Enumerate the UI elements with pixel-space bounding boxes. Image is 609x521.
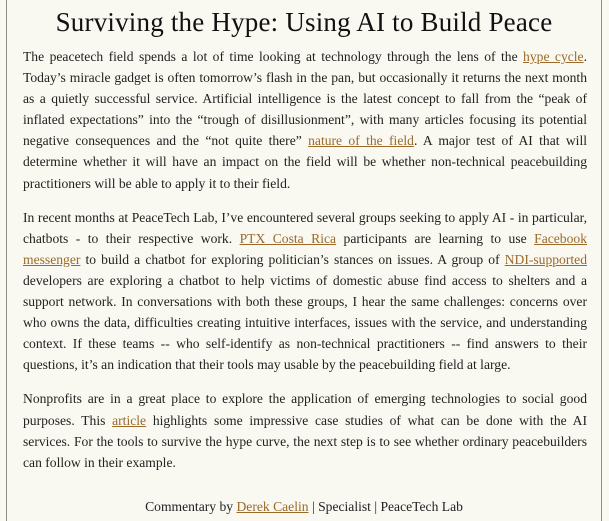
paragraph-2 [23, 207, 587, 376]
paragraph-2-text-2: participants are learning to use [336, 230, 535, 246]
nature-of-the-field-link[interactable]: nature of the field [308, 133, 414, 149]
hype-cycle-link[interactable]: hype cycle [523, 49, 584, 64]
article-frame [6, 0, 602, 521]
article-body [23, 46, 587, 486]
paragraph-1-text-1: The peacetech field spends a lot of time looking at technology through the lens of the [23, 49, 524, 64]
paragraph-2-text-1: In recent months at PeaceTech Lab, I’ve encountered several groups seeking to apply AI - in particular, chatbots - to their respective work. [23, 209, 587, 246]
paragraph-2-text-3: to build a chatbot for exploring politician’s stances on issues. A group of [80, 251, 505, 267]
paragraph-1 [23, 46, 587, 194]
article-title: Surviving the Hype: Using AI to Build Peace [55, 7, 553, 37]
paragraph-3-text-2: highlights some impressive case studies of what can be done with the AI services. For the tools to survive the hype curve, the next step is to see whether ordinary peacebuilders can follow in their example. [23, 412, 587, 470]
author-credit [7, 497, 601, 517]
paragraph-3-text-1: Nonprofits are in a great place to explore the application of emerging technologies to social good purposes. This [23, 391, 587, 428]
credit-prefix: Commentary by [145, 499, 237, 514]
author-link[interactable]: Derek Caelin [236, 499, 309, 514]
paragraph-3 [23, 388, 587, 472]
ndi-supported-link[interactable]: NDI-supported [504, 251, 587, 267]
credit-suffix: | Specialist | PeaceTech Lab [308, 499, 463, 514]
paragraph-1-text-2: . Today’s miracle gadget is often tomorrow’s flash in the pan, but occasionally it returns the next month as a quietly successful service. Artificial intelligence is the latest concept to fall from the “peak of inflated expectations” into the “trough of disillusionment”, with many articles focusing its potential negative consequences and the “not quite there” [23, 49, 587, 149]
facebook-messenger-link[interactable]: Facebook messenger [23, 230, 587, 267]
ptx-costa-rica-link[interactable]: PTX Costa Rica [239, 230, 337, 246]
paragraph-2-text-4: developers are exploring a chatbot to help victims of domestic abuse find access to shelters and a support network. In conversations with both these groups, I hear the same challenges: concerns over who owns the data, difficulties creating intuitive interfaces, issues with the service, and understanding context. If these teams -- who self-identify as non-technical practitioners -- find answers to their questions, it’s an indication that their tools may usable by the peacebuilding field at large. [23, 272, 587, 373]
article-link[interactable]: article [112, 412, 147, 428]
paragraph-1-text-3: . A major test of AI that will determine whether it will have an impact on the field will be whether non-technical peacebuilding practitioners will be able to apply it to their field. [23, 133, 587, 191]
